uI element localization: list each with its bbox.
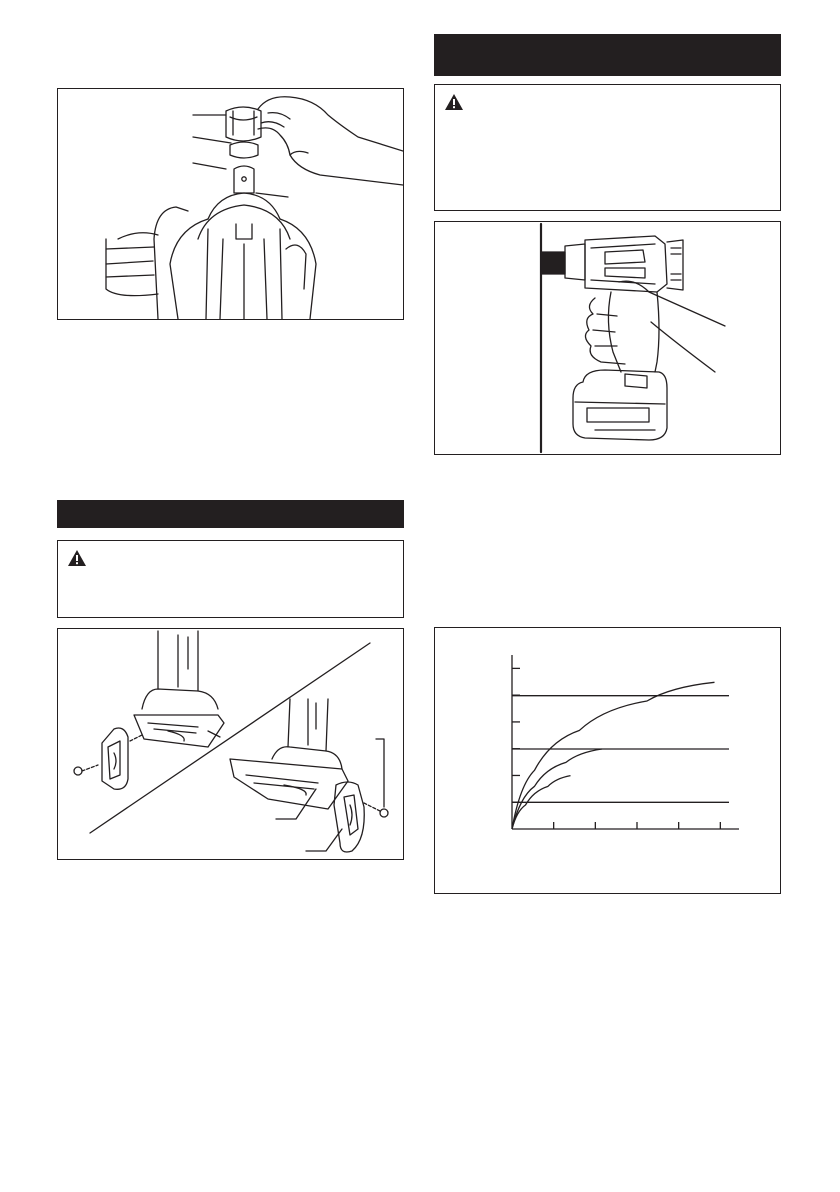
- footer-strip: [0, 1186, 840, 1192]
- figure-socket-installation: [57, 88, 404, 320]
- figure-hook-installation: [57, 628, 404, 860]
- section-heading-bar-operation: [434, 34, 781, 76]
- socket-installation-illustration: [58, 89, 403, 319]
- torque-chart: [435, 628, 780, 893]
- figure-operation: [434, 221, 781, 455]
- figure-torque-graph: [434, 627, 781, 894]
- torque-curve: [512, 749, 602, 829]
- warning-triangle-icon: [444, 93, 464, 111]
- torque-curve: [512, 682, 715, 829]
- warning-triangle-icon: [67, 549, 87, 567]
- hook-installation-illustration: [58, 629, 403, 859]
- section-heading-bar-hook: [57, 500, 404, 528]
- caution-box-hook: [57, 540, 404, 618]
- impact-wrench-operation-illustration: [435, 222, 780, 454]
- caution-box-operation: [434, 84, 781, 211]
